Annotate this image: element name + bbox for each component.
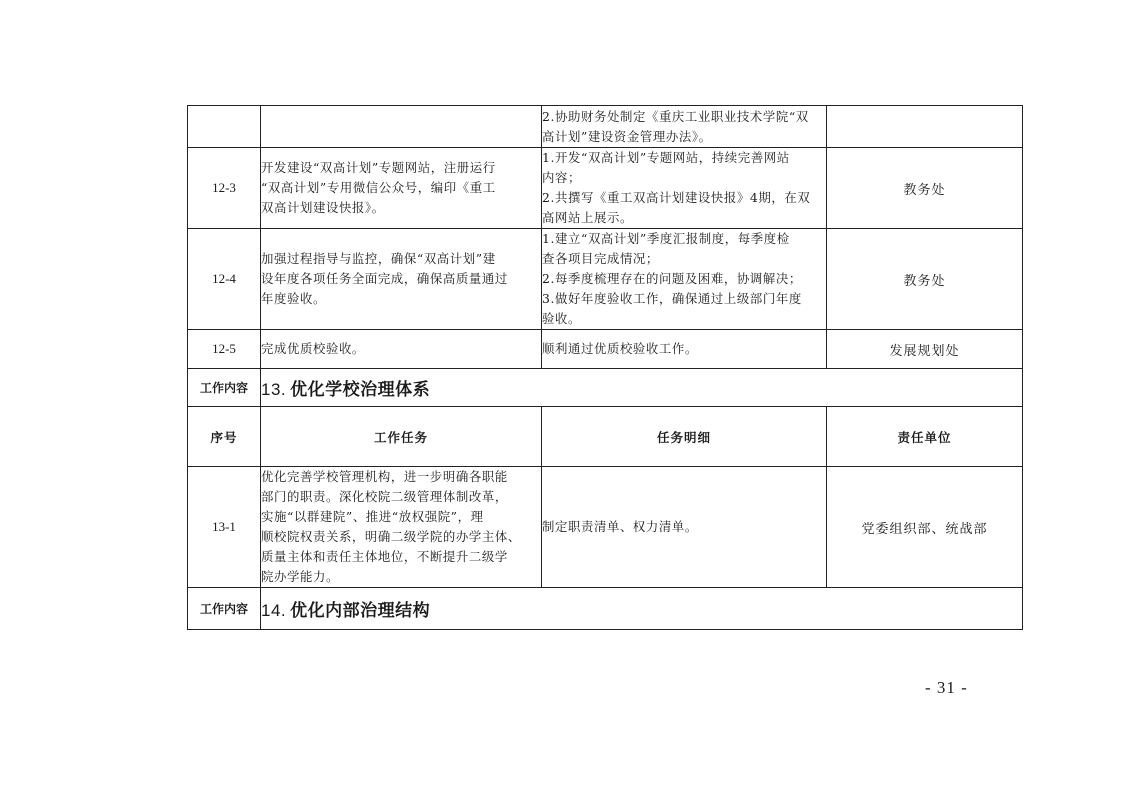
seq-cell	[188, 106, 261, 148]
section-row	[188, 369, 1023, 407]
detail-cell	[542, 467, 827, 588]
work-plan-table	[187, 105, 1023, 630]
task-line: 部门的职责。深化校院二级管理体制改革，	[261, 489, 508, 504]
header-detail: 任务明细	[542, 407, 827, 467]
header-unit: 责任单位	[827, 407, 1023, 467]
task-cell	[261, 148, 542, 229]
header-task: 工作任务	[261, 407, 542, 467]
table-row	[188, 148, 1023, 229]
detail-cell	[542, 229, 827, 330]
section-title-text: 优化内部治理结构	[290, 601, 431, 621]
section-row	[188, 588, 1023, 630]
detail-cell	[542, 148, 827, 229]
section-label: 工作内容	[188, 588, 261, 630]
seq-cell: 13-1	[188, 467, 261, 588]
unit-cell: 发展规划处	[827, 330, 1023, 369]
detail-line: 内容；	[542, 170, 581, 185]
section-title	[261, 369, 1023, 407]
task-line: 开发建设“双高计划”专题网站，注册运行	[261, 160, 496, 175]
detail-line: 1.建立“双高计划”季度汇报制度，每季度检	[542, 231, 790, 246]
table-row	[188, 229, 1023, 330]
unit-cell: 教务处	[827, 148, 1023, 229]
section-title	[261, 588, 1023, 630]
detail-line: 查各项目完成情况；	[542, 251, 659, 266]
task-line: 优化完善学校管理机构，进一步明确各职能	[261, 469, 508, 484]
task-cell	[261, 106, 542, 148]
task-line: 完成优质校验收。	[261, 341, 365, 356]
page-number: - 31 -	[925, 678, 968, 697]
unit-cell: 教务处	[827, 229, 1023, 330]
section-number: 13.	[261, 380, 287, 399]
task-line: 顺校院权责关系，明确二级学院的办学主体、	[261, 529, 521, 544]
detail-line: 2.每季度梳理存在的问题及困难，协调解决；	[542, 271, 802, 286]
table-row	[188, 106, 1023, 148]
task-line: “双高计划”专用微信公众号，编印《重工	[261, 180, 496, 195]
task-line: 年度验收。	[261, 291, 326, 306]
header-seq: 序号	[188, 407, 261, 467]
task-line: 质量主体和责任主体地位，不断提升二级学	[261, 549, 508, 564]
seq-cell: 12-3	[188, 148, 261, 229]
detail-line: 顺利通过优质校验收工作。	[542, 341, 698, 356]
detail-line: 验收。	[542, 311, 581, 326]
task-line: 双高计划建设快报》。	[261, 200, 385, 215]
task-cell	[261, 229, 542, 330]
task-cell	[261, 330, 542, 369]
detail-line: 2.协助财务处制定《重庆工业职业技术学院“双	[542, 108, 809, 124]
table-row	[188, 467, 1023, 588]
unit-cell: 党委组织部、统战部	[827, 467, 1023, 588]
task-line: 设年度各项任务全面完成，确保高质量通过	[261, 271, 508, 286]
section-number: 14.	[261, 601, 287, 620]
detail-line: 高网站上展示。	[542, 210, 633, 225]
detail-line: 制定职责清单、权力清单。	[542, 519, 698, 534]
task-line: 实施“以群建院”、推进“放权强院”，理	[261, 509, 484, 524]
task-line: 院办学能力。	[261, 569, 339, 584]
detail-cell	[542, 106, 827, 148]
detail-line: 2.共撰写《重工双高计划建设快报》4期，在双	[542, 190, 811, 205]
seq-cell: 12-4	[188, 229, 261, 330]
detail-line: 3.做好年度验收工作，确保通过上级部门年度	[542, 291, 802, 306]
section-label: 工作内容	[188, 369, 261, 407]
detail-cell	[542, 330, 827, 369]
section-title-text: 优化学校治理体系	[290, 380, 431, 400]
detail-line: 高计划”建设资金管理办法》。	[542, 128, 712, 144]
detail-line: 1.开发“双高计划”专题网站，持续完善网站	[542, 150, 790, 165]
table-row	[188, 330, 1023, 369]
header-row	[188, 407, 1023, 467]
seq-cell: 12-5	[188, 330, 261, 369]
task-line: 加强过程指导与监控，确保“双高计划”建	[261, 251, 496, 266]
unit-cell	[827, 106, 1023, 148]
task-cell	[261, 467, 542, 588]
